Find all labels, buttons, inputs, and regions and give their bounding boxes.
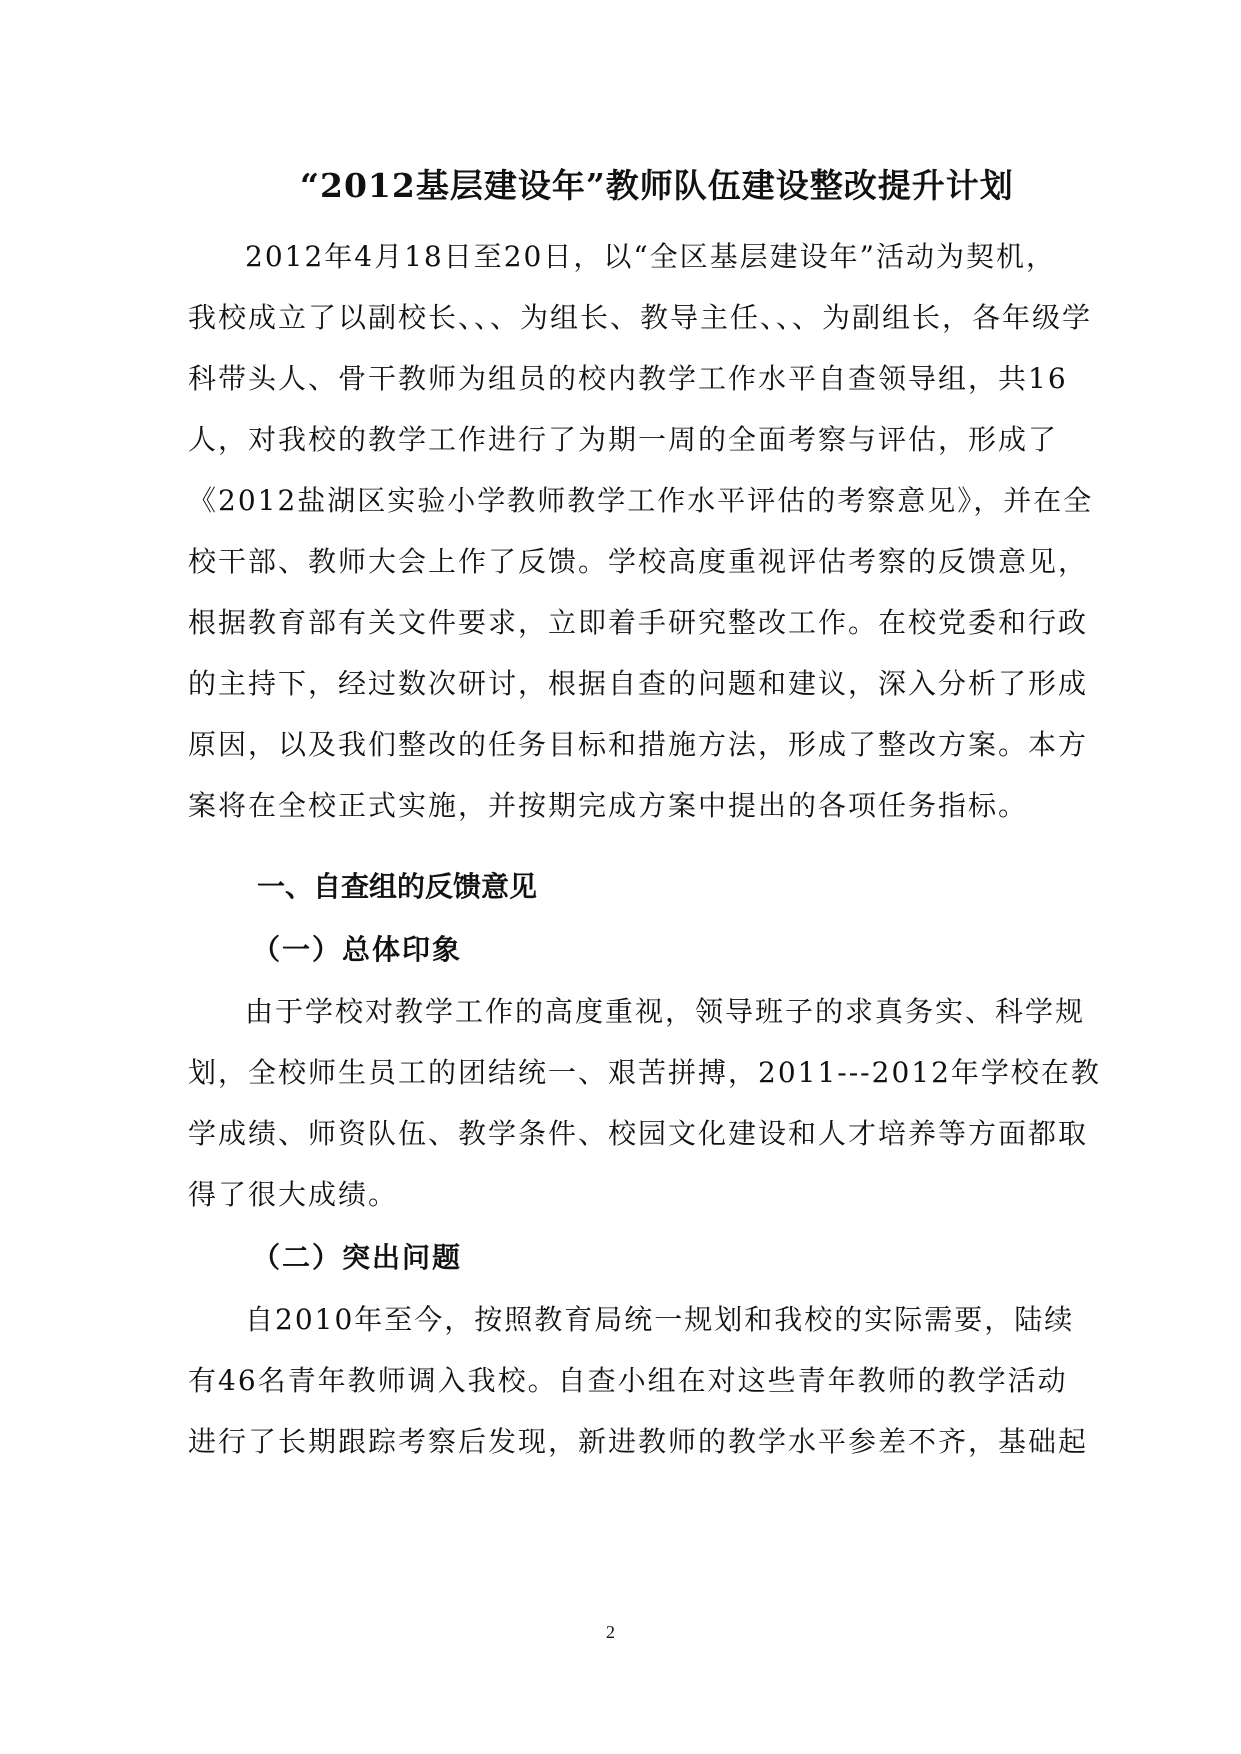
overall-line-1: 由于学校对教学工作的高度重视，领导班子的求真务实、科学规 bbox=[245, 995, 1086, 1028]
intro-line-9: 原因，以及我们整改的任务目标和措施方法，形成了整改方案。本方 bbox=[188, 728, 1089, 761]
intro-line-2: 我校成立了以副校长、、、为组长、教导主任、、、为副组长，各年级学 bbox=[188, 301, 1093, 334]
problems-line-3: 进行了长期跟踪考察后发现，新进教师的教学水平参差不齐，基础起 bbox=[188, 1425, 1089, 1458]
overall-line-2: 划，全校师生员工的团结统一、艰苦拼搏，2011---2012年学校在教 bbox=[188, 1056, 1101, 1089]
intro-line-4: 人，对我校的教学工作进行了为期一周的全面考察与评估，形成了 bbox=[188, 423, 1059, 456]
overall-line-3: 学成绩、师资队伍、教学条件、校园文化建设和人才培养等方面都取 bbox=[188, 1117, 1089, 1150]
section-heading-feedback: 一、自查组的反馈意见 bbox=[257, 870, 538, 903]
overall-line-4: 得了很大成绩。 bbox=[188, 1178, 399, 1211]
intro-line-5: 《2012盐湖区实验小学教师教学工作水平评估的考察意见》，并在全 bbox=[188, 484, 1094, 517]
page-number: 2 bbox=[606, 1622, 615, 1642]
subsection-heading-overall: （一）总体印象 bbox=[252, 933, 463, 966]
intro-line-6: 校干部、教师大会上作了反馈。学校高度重视评估考察的反馈意见， bbox=[188, 545, 1089, 578]
intro-line-8: 的主持下，经过数次研讨，根据自查的问题和建议，深入分析了形成 bbox=[188, 667, 1089, 700]
intro-line-7: 根据教育部有关文件要求，立即着手研究整改工作。在校党委和行政 bbox=[188, 606, 1089, 639]
intro-line-1: 2012年4月18日至20日，以“全区基层建设年”活动为契机， bbox=[245, 240, 1056, 273]
problems-line-1: 自2010年至今，按照教育局统一规划和我校的实际需要，陆续 bbox=[245, 1303, 1075, 1336]
intro-line-10: 案将在全校正式实施，并按期完成方案中提出的各项任务指标。 bbox=[188, 789, 1029, 822]
subsection-heading-problems: （二）突出问题 bbox=[252, 1241, 463, 1274]
document-title: “2012基层建设年”教师队伍建设整改提升计划 bbox=[300, 166, 1014, 205]
problems-line-2: 有46名青年教师调入我校。自查小组在对这些青年教师的教学活动 bbox=[188, 1364, 1068, 1397]
intro-line-3: 科带头人、骨干教师为组员的校内教学工作水平自查领导组，共16 bbox=[188, 362, 1068, 395]
